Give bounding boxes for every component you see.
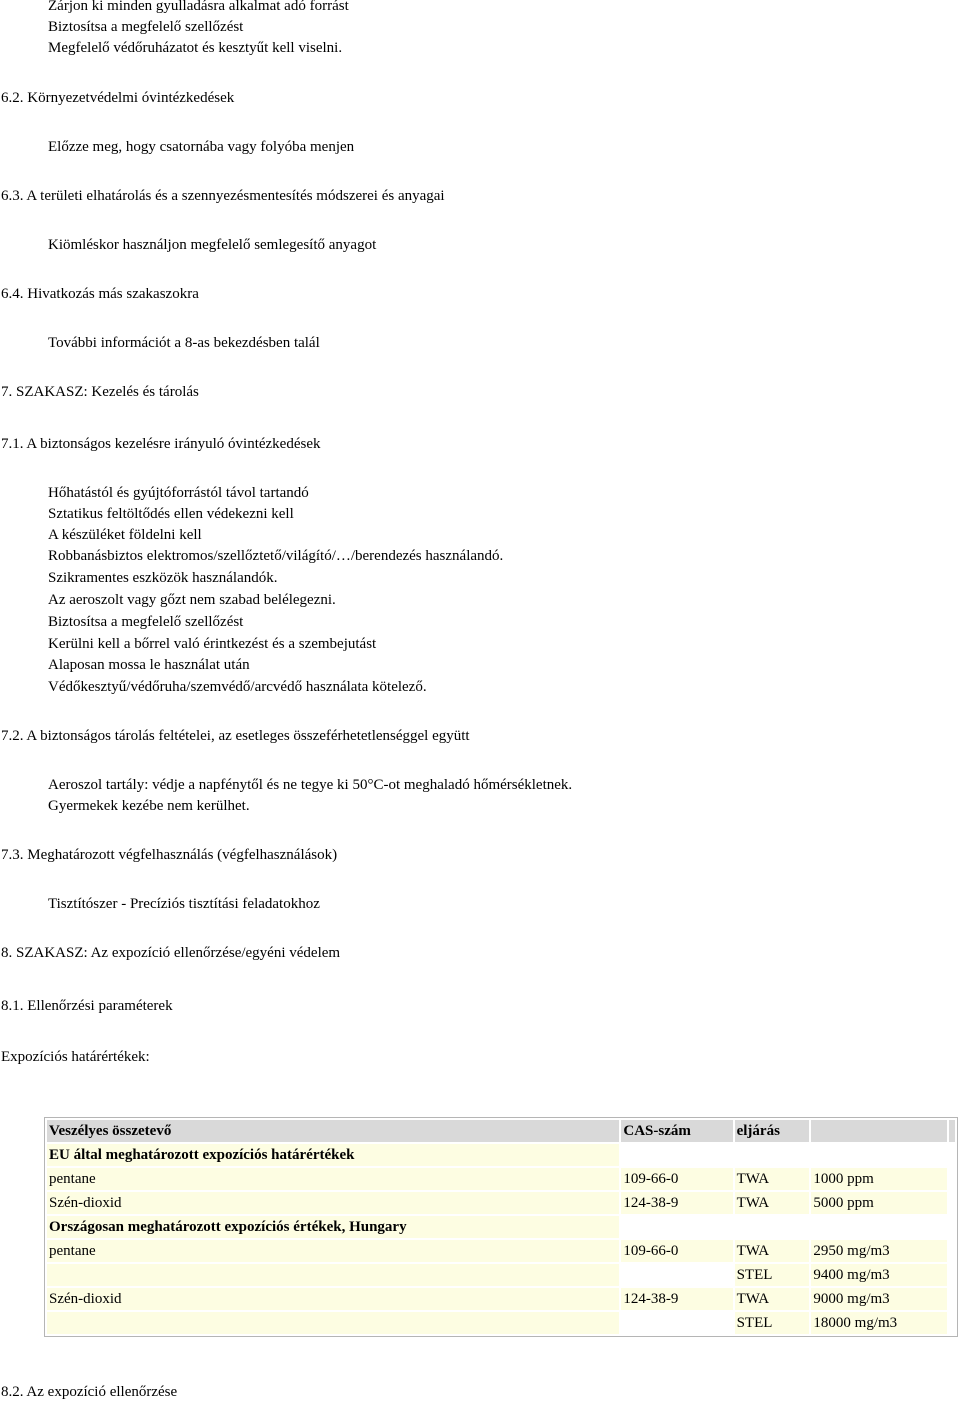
section-heading-8: 8. SZAKASZ: Az expozíció ellenőrzése/egyéni védelem <box>1 945 341 961</box>
table-group-row <box>47 1144 955 1166</box>
table-cell: 9400 mg/m3 <box>811 1264 947 1286</box>
section-heading-6-3: 6.3. A területi elhatárolás és a szennyezésmentesítés módszerei és anyagai <box>1 188 445 204</box>
table-cell: TWA <box>735 1168 810 1190</box>
table-edge-cell <box>949 1192 955 1214</box>
table-cell: 2950 mg/m3 <box>811 1240 947 1262</box>
table-cell: 9000 mg/m3 <box>811 1288 947 1310</box>
exposure-limits-label: Expozíciós határértékek: <box>1 1049 150 1065</box>
section-text: Kiömléskor használjon megfelelő semlegesítő anyagot <box>48 237 377 253</box>
text-line: Zárjon ki minden gyulladásra alkalmat adó forrást <box>48 0 349 14</box>
table-cell: pentane <box>47 1240 619 1262</box>
table-cell <box>621 1144 947 1166</box>
table-cell: 1000 ppm <box>811 1168 947 1190</box>
table-cell: pentane <box>47 1168 619 1190</box>
table-cell: 5000 ppm <box>811 1192 947 1214</box>
section-text: További információt a 8-as bekezdésben talál <box>48 335 320 351</box>
table-cell: 124-38-9 <box>621 1192 732 1214</box>
table-cell: Szén-dioxid <box>47 1288 619 1310</box>
section-heading-6-2: 6.2. Környezetvédelmi óvintézkedések <box>1 90 235 106</box>
table-cell: Szén-dioxid <box>47 1192 619 1214</box>
table-cell <box>47 1264 619 1286</box>
table-cell: 124-38-9 <box>621 1288 732 1310</box>
section-heading-7-2: 7.2. A biztonságos tárolás feltételei, az esetleges összeférhetetlenséggel együtt <box>1 728 470 744</box>
section-heading-6-4: 6.4. Hivatkozás más szakaszokra <box>1 286 199 302</box>
table-edge-cell <box>949 1168 955 1190</box>
group-title: EU által meghatározott expozíciós határértékek <box>47 1144 619 1166</box>
table-cell <box>621 1264 732 1286</box>
table-cell <box>621 1312 732 1334</box>
table-row <box>47 1312 955 1334</box>
table-cell: TWA <box>735 1288 810 1310</box>
table-row <box>47 1168 955 1190</box>
table-edge-cell <box>949 1240 955 1262</box>
table-edge-cell <box>949 1120 955 1142</box>
table-header-row <box>47 1120 955 1142</box>
list-item: Alaposan mossa le használat után <box>48 657 250 673</box>
group-title: Országosan meghatározott expozíciós értékek, Hungary <box>47 1216 619 1238</box>
column-header: eljárás <box>735 1120 810 1142</box>
table-cell: 109-66-0 <box>621 1168 732 1190</box>
section-heading-7-3: 7.3. Meghatározott végfelhasználás (végfelhasználások) <box>1 847 338 863</box>
list-item: Sztatikus feltöltődés ellen védekezni kell <box>48 506 294 522</box>
table-cell: TWA <box>735 1192 810 1214</box>
text-line: Biztosítsa a megfelelő szellőzést <box>48 19 244 35</box>
section-text: Előzze meg, hogy csatornába vagy folyóba menjen <box>48 139 355 155</box>
list-item: Az aeroszolt vagy gőzt nem szabad belélegezni. <box>48 592 336 608</box>
table-row <box>47 1288 955 1310</box>
table-row <box>47 1240 955 1262</box>
section-heading-7-1: 7.1. A biztonságos kezelésre irányuló óvintézkedések <box>1 436 321 452</box>
table-edge-cell <box>949 1288 955 1310</box>
table-cell <box>47 1312 619 1334</box>
list-item: Gyermekek kezébe nem kerülhet. <box>48 798 250 814</box>
section-text: Tisztítószer - Precíziós tisztítási feladatokhoz <box>48 896 320 912</box>
table-edge-cell <box>949 1144 955 1166</box>
text-line: Megfelelő védőruházatot és kesztyűt kell viselni. <box>48 40 343 56</box>
list-item: Hőhatástól és gyújtóforrástól távol tartandó <box>48 485 309 501</box>
list-item: Kerülni kell a bőrrel való érintkezést és a szembejutást <box>48 636 377 652</box>
table-row <box>47 1264 955 1286</box>
column-header: Veszélyes összetevő <box>47 1120 619 1142</box>
column-header <box>811 1120 947 1142</box>
table-row <box>47 1192 955 1214</box>
table-cell: 18000 mg/m3 <box>811 1312 947 1334</box>
exposure-limits-table <box>44 1117 958 1337</box>
list-item: Robbanásbiztos elektromos/szellőztető/világító/…/berendezés használandó. <box>48 548 504 564</box>
section-heading-7: 7. SZAKASZ: Kezelés és tárolás <box>1 384 199 400</box>
section-heading-8-2: 8.2. Az expozíció ellenőrzése <box>1 1384 178 1400</box>
table-cell: STEL <box>735 1264 810 1286</box>
list-item: Aeroszol tartály: védje a napfénytől és ne tegye ki 50°C-ot meghaladó hőmérsékletnek. <box>48 777 573 793</box>
table-cell: 109-66-0 <box>621 1240 732 1262</box>
table-group-row <box>47 1216 955 1238</box>
table-edge-cell <box>949 1312 955 1334</box>
list-item: Szikramentes eszközök használandók. <box>48 570 278 586</box>
section-heading-8-1: 8.1. Ellenőrzési paraméterek <box>1 998 173 1014</box>
table-cell: STEL <box>735 1312 810 1334</box>
list-item: Védőkesztyű/védőruha/szemvédő/arcvédő használata kötelező. <box>48 679 427 695</box>
column-header: CAS-szám <box>621 1120 732 1142</box>
table-edge-cell <box>949 1216 955 1238</box>
table-cell: TWA <box>735 1240 810 1262</box>
table-cell <box>621 1216 947 1238</box>
table-edge-cell <box>949 1264 955 1286</box>
list-item: Biztosítsa a megfelelő szellőzést <box>48 614 244 630</box>
list-item: A készüléket földelni kell <box>48 527 202 543</box>
